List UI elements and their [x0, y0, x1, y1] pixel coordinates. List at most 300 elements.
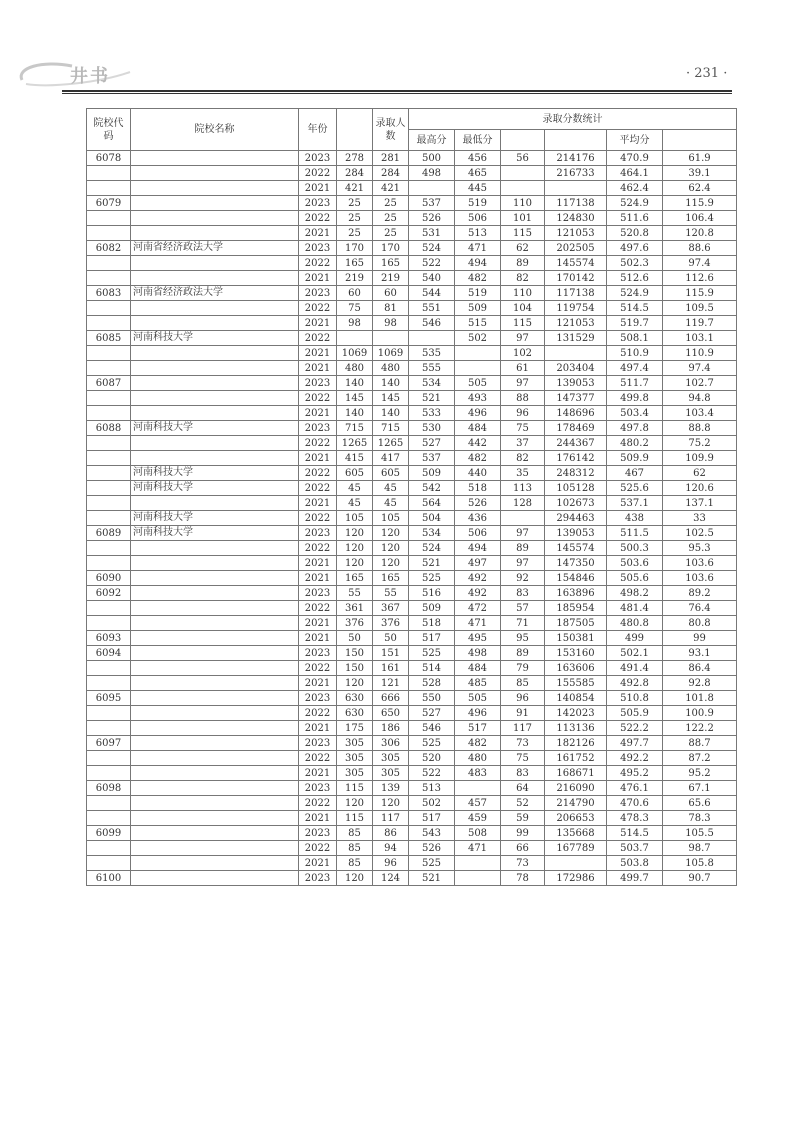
- table-cell: 497.8: [607, 421, 663, 436]
- table-cell: 284: [373, 166, 409, 181]
- table-cell: 537: [409, 196, 455, 211]
- table-cell: 131529: [545, 331, 607, 346]
- table-row: [87, 496, 737, 511]
- table-cell: 2022: [299, 796, 337, 811]
- institution-name-cell: [131, 676, 299, 691]
- table-cell: 25: [373, 211, 409, 226]
- table-cell: 525: [409, 646, 455, 661]
- institution-name-cell: [131, 646, 299, 661]
- table-cell: 94.8: [663, 391, 737, 406]
- table-cell: 281: [373, 151, 409, 166]
- table-cell: 75.2: [663, 436, 737, 451]
- table-cell: 186: [373, 721, 409, 736]
- table-cell: 555: [409, 361, 455, 376]
- table-cell: 140: [337, 376, 373, 391]
- table-cell: 421: [373, 181, 409, 196]
- table-cell: 294463: [545, 511, 607, 526]
- table-cell: 498: [409, 166, 455, 181]
- table-cell: 2021: [299, 346, 337, 361]
- table-cell: 482: [455, 451, 501, 466]
- table-cell: 165: [337, 571, 373, 586]
- table-cell: 96: [501, 691, 545, 706]
- table-cell: 148696: [545, 406, 607, 421]
- table-cell: [545, 181, 607, 196]
- column-header: 平均分: [607, 130, 663, 151]
- table-cell: 630: [337, 706, 373, 721]
- table-cell: 540: [409, 271, 455, 286]
- table-cell: 120: [337, 676, 373, 691]
- table-row: [87, 676, 737, 691]
- table-cell: 508.1: [607, 331, 663, 346]
- table-cell: 56: [501, 151, 545, 166]
- table-cell: 520.8: [607, 226, 663, 241]
- table-cell: 715: [373, 421, 409, 436]
- institution-name-cell: 河南科技大学: [131, 481, 299, 496]
- table-cell: 503.6: [607, 556, 663, 571]
- table-cell: 376: [337, 616, 373, 631]
- table-row: [87, 421, 737, 436]
- institution-code-cell: [87, 496, 131, 511]
- institution-name-cell: [131, 361, 299, 376]
- table-cell: 2022: [299, 706, 337, 721]
- table-cell: 470.6: [607, 796, 663, 811]
- table-cell: 526: [455, 496, 501, 511]
- table-cell: 110: [501, 196, 545, 211]
- table-row: [87, 631, 737, 646]
- table-row: [87, 196, 737, 211]
- table-cell: 1069: [337, 346, 373, 361]
- table-cell: 139053: [545, 526, 607, 541]
- table-cell: 101: [501, 211, 545, 226]
- table-cell: 103.6: [663, 571, 737, 586]
- institution-code-cell: 6087: [87, 376, 131, 391]
- table-cell: 151: [373, 646, 409, 661]
- table-cell: 530: [409, 421, 455, 436]
- institution-code-cell: 6099: [87, 826, 131, 841]
- table-cell: 483: [455, 766, 501, 781]
- table-cell: 59: [501, 811, 545, 826]
- table-cell: 521: [409, 556, 455, 571]
- table-row: [87, 256, 737, 271]
- table-cell: 2021: [299, 811, 337, 826]
- table-cell: 514.5: [607, 301, 663, 316]
- table-row: [87, 811, 737, 826]
- table-cell: 505: [455, 691, 501, 706]
- table-cell: [501, 166, 545, 181]
- table-cell: 531: [409, 226, 455, 241]
- table-cell: 471: [455, 241, 501, 256]
- table-row: [87, 541, 737, 556]
- institution-name-cell: [131, 811, 299, 826]
- table-cell: 519.7: [607, 316, 663, 331]
- table-cell: 147377: [545, 391, 607, 406]
- institution-name-cell: [131, 571, 299, 586]
- table-cell: 110.9: [663, 346, 737, 361]
- table-cell: 25: [337, 196, 373, 211]
- table-cell: 496: [455, 706, 501, 721]
- table-cell: 494: [455, 256, 501, 271]
- table-cell: 117138: [545, 286, 607, 301]
- table-row: [87, 736, 737, 751]
- table-cell: 115: [337, 781, 373, 796]
- table-cell: 542: [409, 481, 455, 496]
- table-cell: 510.9: [607, 346, 663, 361]
- table-cell: [409, 331, 455, 346]
- table-cell: 516: [409, 586, 455, 601]
- table-cell: 522: [409, 766, 455, 781]
- column-header: 年份: [299, 109, 337, 151]
- table-cell: 2023: [299, 376, 337, 391]
- table-cell: 178469: [545, 421, 607, 436]
- table-cell: 89: [501, 541, 545, 556]
- column-header: 院校名称: [131, 109, 299, 151]
- table-row: [87, 451, 737, 466]
- table-cell: 550: [409, 691, 455, 706]
- institution-name-cell: [131, 376, 299, 391]
- table-cell: 115.9: [663, 196, 737, 211]
- table-cell: 525: [409, 571, 455, 586]
- institution-code-cell: [87, 301, 131, 316]
- table-cell: 2023: [299, 826, 337, 841]
- table-cell: 491.4: [607, 661, 663, 676]
- institution-name-cell: [131, 301, 299, 316]
- table-cell: 2021: [299, 631, 337, 646]
- table-cell: 75: [337, 301, 373, 316]
- table-cell: 376: [373, 616, 409, 631]
- table-cell: 161752: [545, 751, 607, 766]
- table-cell: 521: [409, 871, 455, 886]
- table-cell: 480: [337, 361, 373, 376]
- table-cell: 176142: [545, 451, 607, 466]
- table-cell: 142023: [545, 706, 607, 721]
- table-cell: 37: [501, 436, 545, 451]
- institution-name-cell: [131, 631, 299, 646]
- table-cell: 499: [607, 631, 663, 646]
- table-row: [87, 211, 737, 226]
- table-cell: 168671: [545, 766, 607, 781]
- institution-name-cell: [131, 346, 299, 361]
- table-cell: 480.2: [607, 436, 663, 451]
- table-cell: 305: [373, 766, 409, 781]
- table-cell: 546: [409, 721, 455, 736]
- table-cell: 517: [409, 811, 455, 826]
- column-header: 录取人数: [373, 109, 409, 151]
- institution-code-cell: [87, 316, 131, 331]
- column-header: [337, 109, 373, 151]
- table-cell: 172986: [545, 871, 607, 886]
- table-cell: 140: [373, 406, 409, 421]
- table-cell: 100.9: [663, 706, 737, 721]
- table-cell: 525: [409, 856, 455, 871]
- table-cell: 95.2: [663, 766, 737, 781]
- table-cell: 2022: [299, 661, 337, 676]
- institution-code-cell: [87, 841, 131, 856]
- table-row: [87, 856, 737, 871]
- table-cell: 86.4: [663, 661, 737, 676]
- table-cell: 99: [501, 826, 545, 841]
- table-cell: 1069: [373, 346, 409, 361]
- admission-table-container: [86, 108, 736, 886]
- table-cell: 499.8: [607, 391, 663, 406]
- table-cell: 2023: [299, 151, 337, 166]
- table-cell: 109.5: [663, 301, 737, 316]
- institution-code-cell: [87, 511, 131, 526]
- table-cell: 88.7: [663, 736, 737, 751]
- table-cell: 503.4: [607, 406, 663, 421]
- table-cell: 106.4: [663, 211, 737, 226]
- table-cell: 484: [455, 661, 501, 676]
- table-cell: 99: [663, 631, 737, 646]
- table-cell: 103.4: [663, 406, 737, 421]
- table-cell: 2021: [299, 571, 337, 586]
- table-cell: 113136: [545, 721, 607, 736]
- table-cell: 493: [455, 391, 501, 406]
- institution-name-cell: [131, 586, 299, 601]
- table-cell: 117: [501, 721, 545, 736]
- group-header: 录取分数统计: [409, 109, 737, 130]
- column-header: 最低分: [455, 130, 501, 151]
- header-rule: [62, 90, 732, 92]
- table-cell: 139053: [545, 376, 607, 391]
- table-cell: 92: [501, 571, 545, 586]
- institution-code-cell: [87, 766, 131, 781]
- table-row: [87, 766, 737, 781]
- table-cell: 2023: [299, 646, 337, 661]
- institution-code-cell: 6088: [87, 421, 131, 436]
- table-cell: 2022: [299, 331, 337, 346]
- table-cell: 522: [409, 256, 455, 271]
- institution-name-cell: [131, 211, 299, 226]
- table-cell: 476.1: [607, 781, 663, 796]
- table-row: [87, 406, 737, 421]
- institution-name-cell: [131, 166, 299, 181]
- table-cell: 78: [501, 871, 545, 886]
- table-row: [87, 571, 737, 586]
- institution-name-cell: [131, 151, 299, 166]
- table-cell: 527: [409, 436, 455, 451]
- table-cell: 88: [501, 391, 545, 406]
- table-cell: 150: [337, 661, 373, 676]
- institution-code-cell: 6089: [87, 526, 131, 541]
- table-cell: 81: [373, 301, 409, 316]
- table-cell: 521: [409, 391, 455, 406]
- institution-name-cell: [131, 856, 299, 871]
- table-cell: 492.2: [607, 751, 663, 766]
- table-cell: 517: [409, 631, 455, 646]
- table-cell: 2022: [299, 166, 337, 181]
- table-cell: 248312: [545, 466, 607, 481]
- table-cell: 544: [409, 286, 455, 301]
- table-cell: 2021: [299, 181, 337, 196]
- table-cell: 76.4: [663, 601, 737, 616]
- table-cell: 137.1: [663, 496, 737, 511]
- table-row: [87, 826, 737, 841]
- table-cell: 502: [409, 796, 455, 811]
- table-cell: 480: [373, 361, 409, 376]
- table-cell: 62: [663, 466, 737, 481]
- table-cell: 101.8: [663, 691, 737, 706]
- table-cell: 65.6: [663, 796, 737, 811]
- table-cell: 105: [337, 511, 373, 526]
- table-cell: 120: [373, 796, 409, 811]
- table-cell: 605: [373, 466, 409, 481]
- table-cell: 284: [337, 166, 373, 181]
- table-cell: 551: [409, 301, 455, 316]
- table-cell: 471: [455, 616, 501, 631]
- table-cell: 121053: [545, 316, 607, 331]
- institution-name-cell: [131, 316, 299, 331]
- table-cell: 120.6: [663, 481, 737, 496]
- table-cell: 465: [455, 166, 501, 181]
- table-cell: 25: [337, 226, 373, 241]
- table-cell: 499.7: [607, 871, 663, 886]
- table-cell: 216090: [545, 781, 607, 796]
- table-cell: 120: [337, 541, 373, 556]
- table-cell: 93.1: [663, 646, 737, 661]
- table-cell: 82: [501, 271, 545, 286]
- institution-code-cell: [87, 811, 131, 826]
- column-header: [501, 130, 545, 151]
- table-cell: 120: [337, 871, 373, 886]
- table-cell: 113: [501, 481, 545, 496]
- table-cell: 2021: [299, 856, 337, 871]
- table-cell: 2021: [299, 226, 337, 241]
- table-cell: 102.5: [663, 526, 737, 541]
- institution-code-cell: [87, 166, 131, 181]
- institution-code-cell: [87, 346, 131, 361]
- institution-name-cell: [131, 736, 299, 751]
- table-cell: 117138: [545, 196, 607, 211]
- table-cell: 305: [373, 751, 409, 766]
- institution-name-cell: [131, 406, 299, 421]
- institution-name-cell: 河南科技大学: [131, 511, 299, 526]
- table-cell: 524: [409, 241, 455, 256]
- table-row: [87, 376, 737, 391]
- table-cell: 119754: [545, 301, 607, 316]
- table-cell: 496: [455, 406, 501, 421]
- table-cell: 2021: [299, 316, 337, 331]
- table-row: [87, 151, 737, 166]
- table-cell: 445: [455, 181, 501, 196]
- table-cell: 715: [337, 421, 373, 436]
- table-cell: 124830: [545, 211, 607, 226]
- table-cell: 115: [501, 316, 545, 331]
- institution-code-cell: 6078: [87, 151, 131, 166]
- table-cell: 506: [455, 211, 501, 226]
- institution-name-cell: [131, 691, 299, 706]
- table-cell: 145: [337, 391, 373, 406]
- institution-code-cell: [87, 721, 131, 736]
- table-cell: 472: [455, 601, 501, 616]
- table-cell: 115.9: [663, 286, 737, 301]
- table-cell: 513: [455, 226, 501, 241]
- institution-name-cell: [131, 271, 299, 286]
- table-cell: 60: [373, 286, 409, 301]
- table-cell: 92.8: [663, 676, 737, 691]
- table-cell: [501, 181, 545, 196]
- table-cell: 480.8: [607, 616, 663, 631]
- page-header: [0, 60, 800, 88]
- institution-code-cell: [87, 181, 131, 196]
- table-cell: 124: [373, 871, 409, 886]
- table-cell: 135668: [545, 826, 607, 841]
- table-cell: 85: [337, 841, 373, 856]
- table-cell: 514.5: [607, 826, 663, 841]
- table-cell: 505.6: [607, 571, 663, 586]
- table-cell: 98: [337, 316, 373, 331]
- table-cell: 2023: [299, 526, 337, 541]
- table-cell: 2021: [299, 556, 337, 571]
- table-cell: 484: [455, 421, 501, 436]
- institution-code-cell: 6098: [87, 781, 131, 796]
- table-cell: 503.8: [607, 856, 663, 871]
- table-cell: 89: [501, 256, 545, 271]
- table-cell: 1265: [373, 436, 409, 451]
- table-cell: 457: [455, 796, 501, 811]
- institution-code-cell: [87, 451, 131, 466]
- table-cell: 2021: [299, 616, 337, 631]
- table-cell: 515: [455, 316, 501, 331]
- table-cell: 140: [373, 376, 409, 391]
- table-cell: [455, 361, 501, 376]
- table-cell: [455, 346, 501, 361]
- table-cell: 150: [337, 646, 373, 661]
- table-cell: 497.4: [607, 361, 663, 376]
- table-row: [87, 181, 737, 196]
- table-cell: 202505: [545, 241, 607, 256]
- table-row: [87, 796, 737, 811]
- table-cell: 442: [455, 436, 501, 451]
- table-cell: 470.9: [607, 151, 663, 166]
- table-row: [87, 556, 737, 571]
- table-cell: 305: [337, 736, 373, 751]
- table-cell: 2023: [299, 691, 337, 706]
- institution-code-cell: [87, 601, 131, 616]
- table-cell: 2021: [299, 271, 337, 286]
- institution-name-cell: [131, 796, 299, 811]
- table-cell: 512.6: [607, 271, 663, 286]
- table-cell: 2021: [299, 496, 337, 511]
- table-cell: 110: [501, 286, 545, 301]
- institution-code-cell: 6083: [87, 286, 131, 301]
- table-body: [87, 151, 737, 886]
- table-cell: 462.4: [607, 181, 663, 196]
- institution-name-cell: [131, 226, 299, 241]
- table-cell: 2021: [299, 721, 337, 736]
- institution-code-cell: 6085: [87, 331, 131, 346]
- table-cell: 2022: [299, 751, 337, 766]
- table-cell: 50: [337, 631, 373, 646]
- institution-code-cell: [87, 406, 131, 421]
- table-cell: 2023: [299, 421, 337, 436]
- table-cell: 61.9: [663, 151, 737, 166]
- table-cell: 79: [501, 661, 545, 676]
- table-cell: 502.1: [607, 646, 663, 661]
- table-cell: 525: [409, 736, 455, 751]
- table-cell: 117: [373, 811, 409, 826]
- table-cell: 534: [409, 376, 455, 391]
- table-cell: [501, 511, 545, 526]
- table-cell: 25: [337, 211, 373, 226]
- table-cell: 98: [373, 316, 409, 331]
- table-cell: 128: [501, 496, 545, 511]
- table-cell: 120: [337, 556, 373, 571]
- institution-code-cell: [87, 481, 131, 496]
- table-cell: 526: [409, 211, 455, 226]
- institution-name-cell: [131, 721, 299, 736]
- table-cell: 524: [409, 541, 455, 556]
- table-cell: 505: [455, 376, 501, 391]
